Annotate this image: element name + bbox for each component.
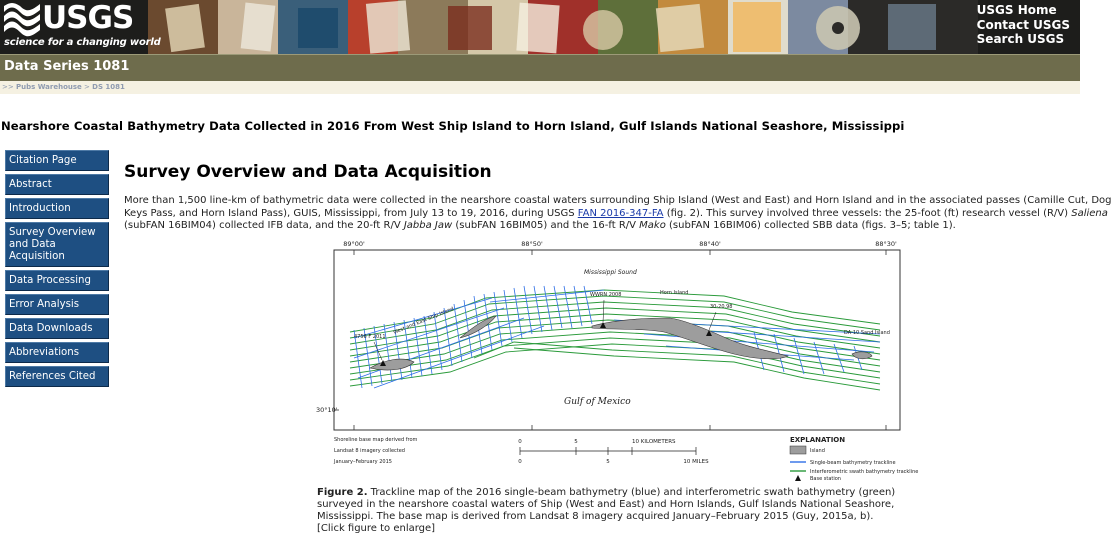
vessel-name: Mako [639,220,666,231]
vessel-name: Jabba Jaw [403,220,453,231]
sidebar-item-error-analysis[interactable]: Error Analysis [5,294,109,315]
sidebar-item-data-downloads[interactable]: Data Downloads [5,318,109,339]
sidebar-nav [5,150,109,390]
source-note: Shoreline base map derived from [334,437,418,443]
section-heading: Survey Overview and Data Acquisition [124,162,492,182]
source-note: Landsat 8 imagery collected [334,448,405,454]
scale-bars [520,447,696,455]
lon-label: 89°00' [343,240,365,248]
lon-label: 88°50' [521,240,543,248]
sidebar-item-abbreviations[interactable]: Abbreviations [5,342,109,363]
fan-link[interactable]: FAN 2016-347-FA [577,207,664,219]
scale-km-tick: 5 [574,439,578,445]
legend-item: Base station [810,476,841,482]
scale-km-tick: 10 KILOMETERS [632,439,676,445]
usgs-logo-wordmark: USGS [42,0,134,36]
source-note: January–February 2015 [334,459,392,465]
figure-caption-label: Figure 2. [317,487,368,498]
header-links [977,3,1070,47]
legend-item: Island [810,448,825,454]
contact-usgs-link[interactable]: Contact USGS [976,17,1070,32]
usgs-logo[interactable] [4,0,161,52]
sidebar-item-survey-overview[interactable]: Survey Overview and Data Acquisition [5,222,109,267]
vessel-name: Saliena [1071,207,1108,219]
intro-text-c: (subFAN 16BIM04) collected IFB data, and the 20-ft R/V [124,220,404,231]
series-bar [0,54,1080,81]
breadcrumb-ds-1081[interactable]: DS 1081 [92,83,125,91]
header-banner-collage [148,0,978,54]
legend-item: Interferometric swath bathymetry trackline [810,469,919,475]
breadcrumb [0,81,1080,94]
sidebar-item-data-processing[interactable]: Data Processing [5,270,109,291]
legend-title: EXPLANATION [790,436,846,444]
scale-km-tick: 0 [518,439,522,445]
breadcrumb-pubs-warehouse[interactable]: Pubs Warehouse [15,83,82,91]
usgs-tagline: science for a changing world [4,37,161,48]
ship-island-label: West and East Ship Island [392,306,455,336]
scale-mi-tick: 10 MILES [683,459,709,465]
page-title: Nearshore Coastal Bathymetry Data Collected in 2016 From West Ship Island to Horn Island, Gulf Islands National Seashore, Mississippi [1,119,905,133]
legend-item: Single-beam bathymetry trackline [810,460,896,466]
intro-text-b: (fig. 2). This survey involved three vessels: the 25-foot (ft) research vessel (R/V) [663,207,1072,219]
breadcrumb-separator: > [84,83,90,91]
station-label: WWRN 2008 [590,292,622,298]
sand-island-label: DA-10 Sand Island [844,330,890,336]
intro-paragraph [124,195,1114,233]
station-label: 4756 F 2011 [354,334,386,340]
usgs-home-link[interactable]: USGS Home [976,3,1057,17]
scale-mi-tick: 0 [518,459,522,465]
search-usgs-link[interactable]: Search USGS [976,32,1065,46]
series-title: Data Series 1081 [4,59,130,74]
horn-island-label: Horn Island [660,290,689,296]
station-label: 30-20.98 [710,304,733,310]
figure-caption-text: Trackline map of the 2016 single-beam bathymetry (blue) and interferometric swath bathymetry (green) surveyed in the nearshore coastal waters of Ship (West and East) and Horn Islands, Gulf Islands National Seashore, Mississippi. The base map is derived from Landsat 8 imagery acquired January–February 2015 (Guy, 2015a, b). [Click figure to enlarge] [317,487,896,534]
intro-text-e: (subFAN 16BIM06) collected SBB data (figs. 3–5; table 1). [665,220,956,231]
lon-label: 88°40' [699,240,721,248]
breadcrumb-prefix: >> [2,83,14,91]
legend-island-swatch [790,446,806,454]
scale-mi-tick: 5 [606,459,610,465]
gulf-of-mexico-label: Gulf of Mexico [564,397,631,407]
mississippi-sound-label: Mississippi Sound [584,269,637,276]
intro-text-a: More than 1,500 line-km of bathymetric data were collected in the nearshore coastal waters surrounding Ship Island (West and East) and Horn Island and in the associated passes (Camille Cut, Dog Keys Pass, and Horn Island Pass), GUIS, Mississippi, from July 13 to 19, 2016, during USGS [124,195,1112,219]
usgs-logo-mark-icon [4,4,40,34]
sidebar-item-abstract[interactable]: Abstract [5,174,109,195]
sidebar-item-references-cited[interactable]: References Cited [5,366,109,387]
lon-label: 88°30' [875,240,897,248]
legend-base-station-icon [795,475,801,481]
header-collage-art [148,0,978,54]
sidebar-item-citation-page[interactable]: Citation Page [5,150,109,171]
sidebar-item-introduction[interactable]: Introduction [5,198,109,219]
trackline-map-figure[interactable] [314,238,919,482]
figure-caption[interactable] [317,487,902,535]
site-header [0,0,1080,54]
lat-label: 30°10' [316,406,338,414]
intro-text-d: (subFAN 16BIM05) and the 16-ft R/V [452,220,640,231]
